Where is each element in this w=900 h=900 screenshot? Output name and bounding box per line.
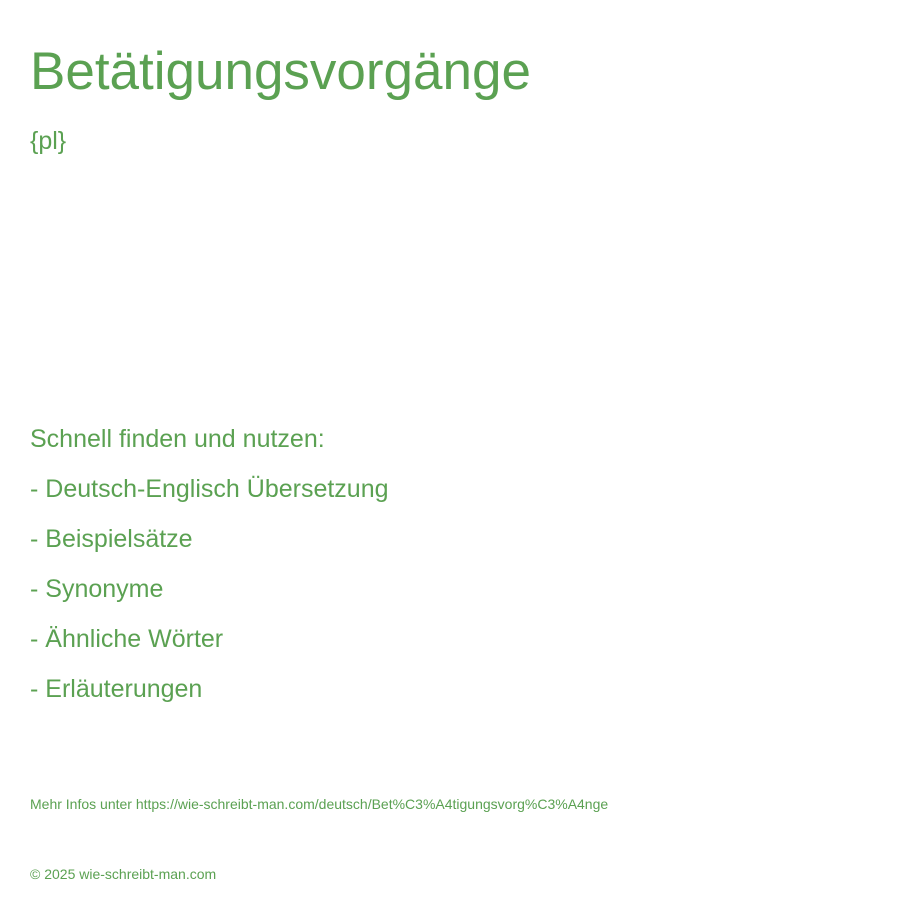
- feature-item-example-sentences: - Beispielsätze: [30, 524, 389, 574]
- feature-item-similar-words: - Ähnliche Wörter: [30, 624, 389, 674]
- feature-item-synonyms: - Synonyme: [30, 574, 389, 624]
- feature-list-heading: Schnell finden und nutzen:: [30, 425, 325, 453]
- grammar-tag: {pl}: [30, 127, 67, 155]
- copyright-notice: © 2025 wie-schreibt-man.com: [30, 866, 217, 882]
- feature-item-translation: - Deutsch-Englisch Übersetzung: [30, 474, 389, 524]
- feature-item-explanations: - Erläuterungen: [30, 674, 389, 724]
- page-title: Betätigungsvorgänge: [30, 42, 531, 101]
- feature-list: [30, 424, 389, 724]
- more-info-link[interactable]: Mehr Infos unter https://wie-schreibt-man.com/deutsch/Bet%C3%A4tigungsvorg%C3%A4nge: [30, 796, 609, 812]
